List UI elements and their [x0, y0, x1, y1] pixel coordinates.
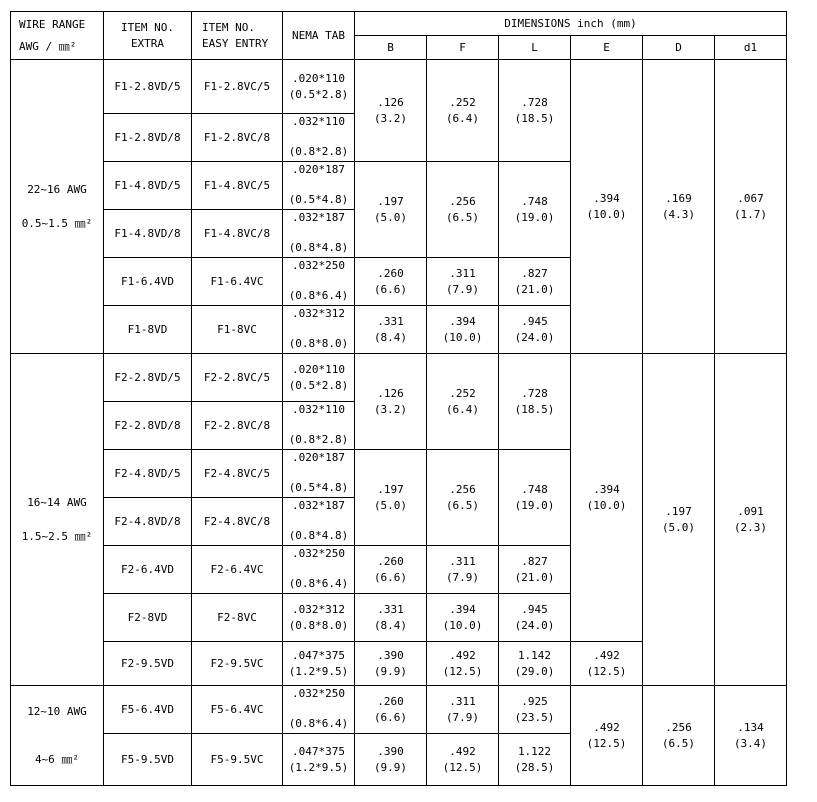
dim-inch: .256 — [449, 194, 476, 208]
wire-range-cell — [11, 354, 104, 686]
header-item-easy — [192, 12, 283, 60]
dim-d1 — [715, 60, 787, 354]
dim-f — [427, 60, 499, 162]
dim-inch: .945 — [521, 602, 548, 616]
dim-b — [355, 594, 427, 642]
dim-mm: (21.0) — [514, 570, 555, 584]
dim-f — [427, 162, 499, 258]
dim-mm: (10.0) — [586, 207, 627, 221]
dim-inch: 1.142 — [517, 648, 552, 662]
dim-inch: .492 — [449, 648, 476, 662]
dim-mm: (8.4) — [373, 618, 408, 632]
dim-mm: (5.0) — [373, 210, 408, 224]
nema-tab-inch: .032*110 — [292, 115, 345, 128]
table-row — [11, 60, 787, 114]
dim-inch: .925 — [521, 694, 548, 708]
dim-inch: .256 — [665, 720, 692, 734]
dim-mm: (12.5) — [586, 664, 627, 678]
dim-inch: .827 — [521, 266, 548, 280]
item-easy: F2-4.8VC/5 — [192, 450, 283, 498]
dim-b — [355, 686, 427, 734]
item-extra: F2-8VD — [104, 594, 192, 642]
item-easy: F2-2.8VC/5 — [192, 354, 283, 402]
dim-inch: .252 — [449, 95, 476, 109]
nema-tab-mm: (0.8*8.0) — [288, 618, 349, 632]
dim-inch: .197 — [377, 482, 404, 496]
dim-b — [355, 354, 427, 450]
dim-f — [427, 306, 499, 354]
header-nema-tab: NEMA TAB — [283, 12, 355, 60]
header-col-b: B — [355, 36, 427, 60]
dim-mm: (3.2) — [373, 402, 408, 416]
dim-mm: (6.5) — [445, 210, 480, 224]
dim-inch: .390 — [377, 744, 404, 758]
item-easy: F1-2.8VC/5 — [192, 60, 283, 114]
nema-tab — [283, 354, 355, 402]
nema-tab-inch: .032*250 — [292, 547, 345, 560]
dim-d1 — [715, 354, 787, 686]
dim-f — [427, 546, 499, 594]
dim-inch: .728 — [521, 386, 548, 400]
header-wire-range — [11, 12, 104, 60]
nema-tab-inch: .047*375 — [292, 648, 345, 662]
item-extra: F1-8VD — [104, 306, 192, 354]
dim-mm: (21.0) — [514, 282, 555, 296]
dim-inch: .311 — [449, 554, 476, 568]
dim-mm: (4.3) — [661, 207, 696, 221]
dim-d — [643, 686, 715, 786]
nema-tab-inch: .032*312 — [292, 307, 345, 320]
dim-l — [499, 450, 571, 546]
nema-tab — [283, 450, 355, 498]
dim-mm: (7.9) — [445, 570, 480, 584]
dim-inch: .728 — [521, 95, 548, 109]
dim-b — [355, 642, 427, 686]
nema-tab — [283, 402, 355, 450]
dim-inch: .492 — [449, 744, 476, 758]
dim-b — [355, 546, 427, 594]
header-item-easy-line2: EASY ENTRY — [202, 36, 269, 50]
dim-mm: (12.5) — [586, 736, 627, 750]
item-extra: F2-9.5VD — [104, 642, 192, 686]
item-extra: F1-2.8VD/8 — [104, 114, 192, 162]
item-extra: F2-4.8VD/8 — [104, 498, 192, 546]
item-easy: F2-9.5VC — [192, 642, 283, 686]
nema-tab-mm: (0.8*4.8) — [288, 241, 349, 254]
dim-mm: (12.5) — [442, 664, 483, 678]
dim-inch: .394 — [449, 602, 476, 616]
dim-mm: (10.0) — [442, 330, 483, 344]
dim-inch: 1.122 — [517, 744, 552, 758]
nema-tab — [283, 686, 355, 734]
dim-inch: .067 — [737, 191, 764, 205]
dim-mm: (6.4) — [445, 402, 480, 416]
wire-range-mm: 1.5~2.5 ㎜² — [21, 529, 93, 543]
dim-inch: .394 — [593, 191, 620, 205]
dim-mm: (24.0) — [514, 330, 555, 344]
dim-inch: .126 — [377, 386, 404, 400]
header-dimensions: DIMENSIONS inch (mm) — [355, 12, 787, 36]
wire-range-mm: 0.5~1.5 ㎜² — [21, 216, 93, 230]
dim-mm: (7.9) — [445, 710, 480, 724]
dim-mm: (5.0) — [661, 520, 696, 534]
dim-mm: (1.7) — [733, 207, 768, 221]
item-extra: F2-4.8VD/5 — [104, 450, 192, 498]
dim-inch: .331 — [377, 602, 404, 616]
dim-inch: .394 — [449, 314, 476, 328]
dim-mm: (10.0) — [442, 618, 483, 632]
nema-tab-inch: .020*187 — [292, 451, 345, 464]
dim-f — [427, 594, 499, 642]
dim-mm: (3.2) — [373, 111, 408, 125]
dim-inch: .260 — [377, 554, 404, 568]
dim-inch: .197 — [665, 504, 692, 518]
dim-inch: .134 — [737, 720, 764, 734]
nema-tab-mm: (0.5*2.8) — [288, 378, 349, 392]
item-easy: F5-9.5VC — [192, 734, 283, 786]
nema-tab — [283, 306, 355, 354]
nema-tab-inch: .032*187 — [292, 499, 345, 512]
nema-tab-inch: .020*110 — [292, 71, 345, 85]
nema-tab — [283, 210, 355, 258]
dim-l — [499, 306, 571, 354]
dim-inch: .492 — [593, 720, 620, 734]
header-wire-range-line2: AWG / ㎜² — [19, 39, 77, 53]
dim-inch: .394 — [593, 482, 620, 496]
dim-mm: (6.5) — [445, 498, 480, 512]
nema-tab-mm: (0.8*6.4) — [288, 717, 349, 730]
dim-mm: (2.3) — [733, 520, 768, 534]
wire-range-awg: 16~14 AWG — [27, 495, 87, 509]
dim-inch: .256 — [449, 482, 476, 496]
dim-f — [427, 734, 499, 786]
dim-inch: .748 — [521, 194, 548, 208]
item-easy: F5-6.4VC — [192, 686, 283, 734]
nema-tab — [283, 258, 355, 306]
nema-tab-inch: .032*187 — [292, 211, 345, 224]
item-easy: F1-4.8VC/5 — [192, 162, 283, 210]
dim-e — [571, 686, 643, 786]
item-easy: F2-4.8VC/8 — [192, 498, 283, 546]
dim-mm: (8.4) — [373, 330, 408, 344]
nema-tab-mm: (0.5*4.8) — [288, 481, 349, 494]
wire-range-mm: 4~6 ㎜² — [34, 752, 80, 766]
nema-tab-mm: (0.8*4.8) — [288, 529, 349, 542]
dim-f — [427, 354, 499, 450]
item-easy: F1-6.4VC — [192, 258, 283, 306]
item-extra: F1-4.8VD/8 — [104, 210, 192, 258]
table-row — [11, 686, 787, 734]
nema-tab — [283, 546, 355, 594]
nema-tab-inch: .020*187 — [292, 163, 345, 176]
dim-e — [571, 354, 643, 642]
dim-mm: (24.0) — [514, 618, 555, 632]
dim-mm: (6.6) — [373, 570, 408, 584]
dim-l — [499, 686, 571, 734]
dim-b — [355, 450, 427, 546]
nema-tab — [283, 642, 355, 686]
dim-mm: (6.6) — [373, 710, 408, 724]
dim-mm: (29.0) — [514, 664, 555, 678]
nema-tab-inch: .032*250 — [292, 687, 345, 700]
nema-tab — [283, 594, 355, 642]
item-extra: F1-4.8VD/5 — [104, 162, 192, 210]
dim-mm: (6.5) — [661, 736, 696, 750]
item-extra: F2-6.4VD — [104, 546, 192, 594]
dim-mm: (3.4) — [733, 736, 768, 750]
header-col-d1: d1 — [715, 36, 787, 60]
item-easy: F2-8VC — [192, 594, 283, 642]
nema-tab — [283, 60, 355, 114]
wire-range-awg: 12~10 AWG — [27, 704, 87, 718]
header-item-extra-line2: EXTRA — [130, 36, 165, 50]
nema-tab-mm: (0.8*6.4) — [288, 289, 349, 302]
dim-f — [427, 258, 499, 306]
nema-tab-mm: (0.8*8.0) — [288, 337, 349, 350]
item-extra: F2-2.8VD/5 — [104, 354, 192, 402]
nema-tab-inch: .032*110 — [292, 403, 345, 416]
dim-mm: (28.5) — [514, 760, 555, 774]
dim-f — [427, 642, 499, 686]
dim-d — [643, 60, 715, 354]
dim-f — [427, 686, 499, 734]
header-col-d: D — [643, 36, 715, 60]
dim-inch: .252 — [449, 386, 476, 400]
wire-range-cell — [11, 60, 104, 354]
dim-e — [571, 642, 643, 686]
dim-mm: (10.0) — [586, 498, 627, 512]
nema-tab-inch: .032*250 — [292, 259, 345, 272]
dim-mm: (18.5) — [514, 402, 555, 416]
wire-range-awg: 22~16 AWG — [27, 182, 87, 196]
item-easy: F1-8VC — [192, 306, 283, 354]
dim-l — [499, 642, 571, 686]
dim-mm: (9.9) — [373, 664, 408, 678]
nema-tab — [283, 114, 355, 162]
dim-b — [355, 60, 427, 162]
item-extra: F2-2.8VD/8 — [104, 402, 192, 450]
nema-tab — [283, 162, 355, 210]
dim-inch: .126 — [377, 95, 404, 109]
nema-tab-mm: (1.2*9.5) — [288, 760, 349, 774]
nema-tab-mm: (0.5*2.8) — [288, 87, 349, 101]
dim-b — [355, 734, 427, 786]
dim-b — [355, 258, 427, 306]
nema-tab-mm: (0.8*2.8) — [288, 433, 349, 446]
dim-inch: .748 — [521, 482, 548, 496]
dim-mm: (18.5) — [514, 111, 555, 125]
dim-l — [499, 354, 571, 450]
header-item-easy-line1: ITEM NO. — [202, 20, 255, 34]
dim-inch: .260 — [377, 694, 404, 708]
item-extra: F5-9.5VD — [104, 734, 192, 786]
dim-inch: .091 — [737, 504, 764, 518]
dim-l — [499, 734, 571, 786]
dim-mm: (6.4) — [445, 111, 480, 125]
item-easy: F2-2.8VC/8 — [192, 402, 283, 450]
dim-l — [499, 60, 571, 162]
item-extra: F5-6.4VD — [104, 686, 192, 734]
nema-tab-inch: .047*375 — [292, 744, 345, 758]
dim-d1 — [715, 686, 787, 786]
dim-mm: (9.9) — [373, 760, 408, 774]
nema-tab-inch: .032*312 — [292, 602, 345, 616]
dim-b — [355, 162, 427, 258]
dim-mm: (23.5) — [514, 710, 555, 724]
item-extra: F1-6.4VD — [104, 258, 192, 306]
dim-d — [643, 354, 715, 686]
dim-mm: (7.9) — [445, 282, 480, 296]
nema-tab — [283, 734, 355, 786]
dim-b — [355, 306, 427, 354]
nema-tab — [283, 498, 355, 546]
dim-inch: .945 — [521, 314, 548, 328]
dim-mm: (12.5) — [442, 760, 483, 774]
dim-e — [571, 60, 643, 354]
dim-inch: .331 — [377, 314, 404, 328]
item-easy: F1-2.8VC/8 — [192, 114, 283, 162]
dim-mm: (5.0) — [373, 498, 408, 512]
dim-l — [499, 258, 571, 306]
table-row — [11, 354, 787, 402]
header-col-f: F — [427, 36, 499, 60]
item-easy: F2-6.4VC — [192, 546, 283, 594]
spec-table — [10, 11, 787, 786]
dim-inch: .197 — [377, 194, 404, 208]
nema-tab-mm: (1.2*9.5) — [288, 664, 349, 678]
nema-tab-mm: (0.5*4.8) — [288, 193, 349, 206]
dim-inch: .390 — [377, 648, 404, 662]
nema-tab-mm: (0.8*6.4) — [288, 577, 349, 590]
dim-inch: .260 — [377, 266, 404, 280]
dim-inch: .492 — [593, 648, 620, 662]
header-item-extra — [104, 12, 192, 60]
dim-f — [427, 450, 499, 546]
nema-tab-inch: .020*110 — [292, 362, 345, 376]
wire-range-cell — [11, 686, 104, 786]
header-col-l: L — [499, 36, 571, 60]
item-extra: F1-2.8VD/5 — [104, 60, 192, 114]
dim-inch: .311 — [449, 266, 476, 280]
dim-l — [499, 162, 571, 258]
header-col-e: E — [571, 36, 643, 60]
header-wire-range-line1: WIRE RANGE — [19, 17, 86, 31]
item-easy: F1-4.8VC/8 — [192, 210, 283, 258]
dim-inch: .169 — [665, 191, 692, 205]
dim-mm: (19.0) — [514, 210, 555, 224]
dim-mm: (19.0) — [514, 498, 555, 512]
dim-inch: .827 — [521, 554, 548, 568]
nema-tab-mm: (0.8*2.8) — [288, 145, 349, 158]
dim-l — [499, 546, 571, 594]
header-item-extra-line1: ITEM NO. — [121, 20, 174, 34]
dim-l — [499, 594, 571, 642]
dim-inch: .311 — [449, 694, 476, 708]
dim-mm: (6.6) — [373, 282, 408, 296]
